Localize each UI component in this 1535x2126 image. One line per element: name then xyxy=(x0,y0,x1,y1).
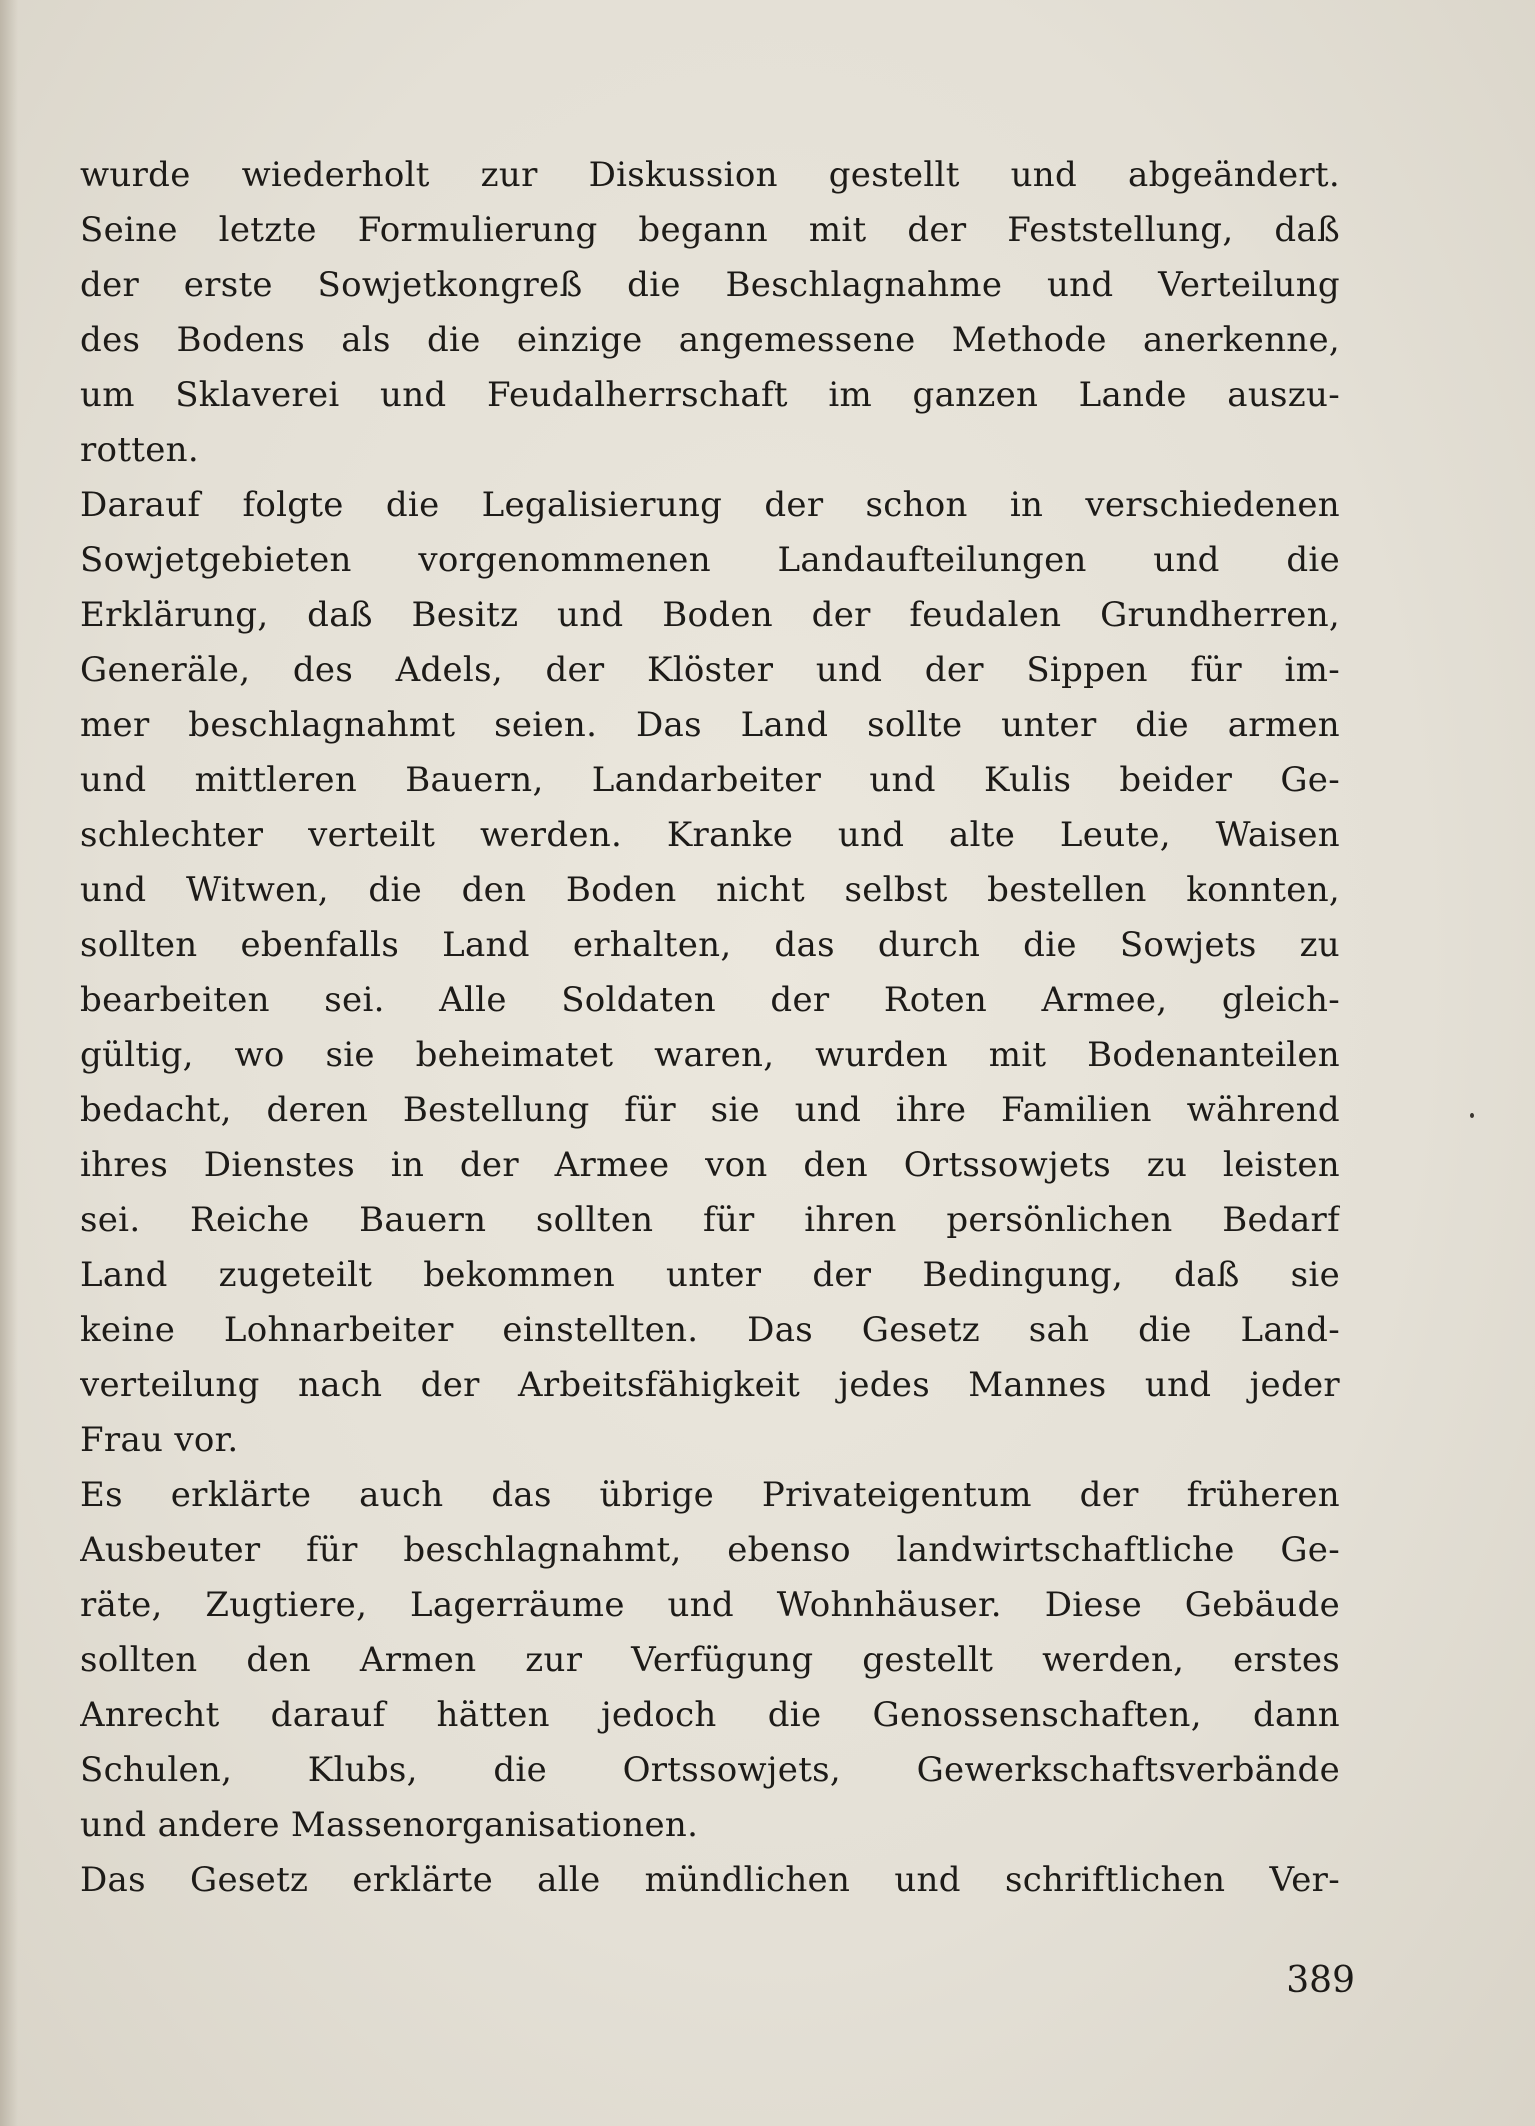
text-line: verteilung nach der Arbeitsfähigkeit jedes Mannes und jeder xyxy=(80,1365,1340,1405)
text-line: Erklärung, daß Besitz und Boden der feudalen Grundherren, xyxy=(80,595,1340,635)
text-line: ihres Dienstes in der Armee von den Ortssowjets zu leisten xyxy=(80,1145,1340,1185)
text-line: Anrecht darauf hätten jedoch die Genossenschaften, dann xyxy=(80,1695,1340,1735)
text-line: Ausbeuter für beschlagnahmt, ebenso landwirtschaftliche Ge- xyxy=(80,1530,1340,1570)
text-line: wurde wiederholt zur Diskussion gestellt und abgeändert. xyxy=(80,155,1340,195)
text-line: keine Lohnarbeiter einstellten. Das Gesetz sah die Land- xyxy=(80,1310,1340,1350)
text-line: des Bodens als die einzige angemessene Methode anerkenne, xyxy=(80,320,1340,360)
text-line: Frau vor. xyxy=(80,1420,239,1460)
text-line: bedacht, deren Bestellung für sie und ihre Familien während xyxy=(80,1090,1340,1130)
text-line: schlechter verteilt werden. Kranke und alte Leute, Waisen xyxy=(80,815,1340,855)
text-line: Es erklärte auch das übrige Privateigentum der früheren xyxy=(80,1475,1340,1515)
text-line: Seine letzte Formulierung begann mit der Feststellung, daß xyxy=(80,210,1340,250)
text-line: sollten den Armen zur Verfügung gestellt werden, erstes xyxy=(80,1640,1340,1680)
body-text xyxy=(80,148,1340,1908)
text-line: rotten. xyxy=(80,430,199,470)
text-line: sollten ebenfalls Land erhalten, das durch die Sowjets zu xyxy=(80,925,1340,965)
text-line: und Witwen, die den Boden nicht selbst bestellen konnten, xyxy=(80,870,1340,910)
text-line: Sowjetgebieten vorgenommenen Landaufteilungen und die xyxy=(80,540,1340,580)
text-line: Generäle, des Adels, der Klöster und der Sippen für im- xyxy=(80,650,1340,690)
text-line: Darauf folgte die Legalisierung der schon in verschiedenen xyxy=(80,485,1340,525)
text-line: um Sklaverei und Feudalherrschaft im ganzen Lande auszu- xyxy=(80,375,1340,415)
text-line: Das Gesetz erklärte alle mündlichen und schriftlichen Ver- xyxy=(80,1860,1340,1900)
print-speck xyxy=(1470,1113,1474,1118)
text-line: Schulen, Klubs, die Ortssowjets, Gewerkschaftsverbände xyxy=(80,1750,1340,1790)
text-line: Land zugeteilt bekommen unter der Bedingung, daß sie xyxy=(80,1255,1340,1295)
text-line: bearbeiten sei. Alle Soldaten der Roten Armee, gleich- xyxy=(80,980,1340,1020)
text-line: sei. Reiche Bauern sollten für ihren persönlichen Bedarf xyxy=(80,1200,1340,1240)
text-line: und andere Massenorganisationen. xyxy=(80,1805,699,1845)
text-line: mer beschlagnahmt seien. Das Land sollte unter die armen xyxy=(80,705,1340,745)
text-line: und mittleren Bauern, Landarbeiter und Kulis beider Ge- xyxy=(80,760,1340,800)
text-line: gültig, wo sie beheimatet waren, wurden mit Bodenanteilen xyxy=(80,1035,1340,1075)
page-number: 389 xyxy=(1286,1960,1355,2001)
text-line: räte, Zugtiere, Lagerräume und Wohnhäuser. Diese Gebäude xyxy=(80,1585,1340,1625)
text-line: der erste Sowjetkongreß die Beschlagnahme und Verteilung xyxy=(80,265,1340,305)
